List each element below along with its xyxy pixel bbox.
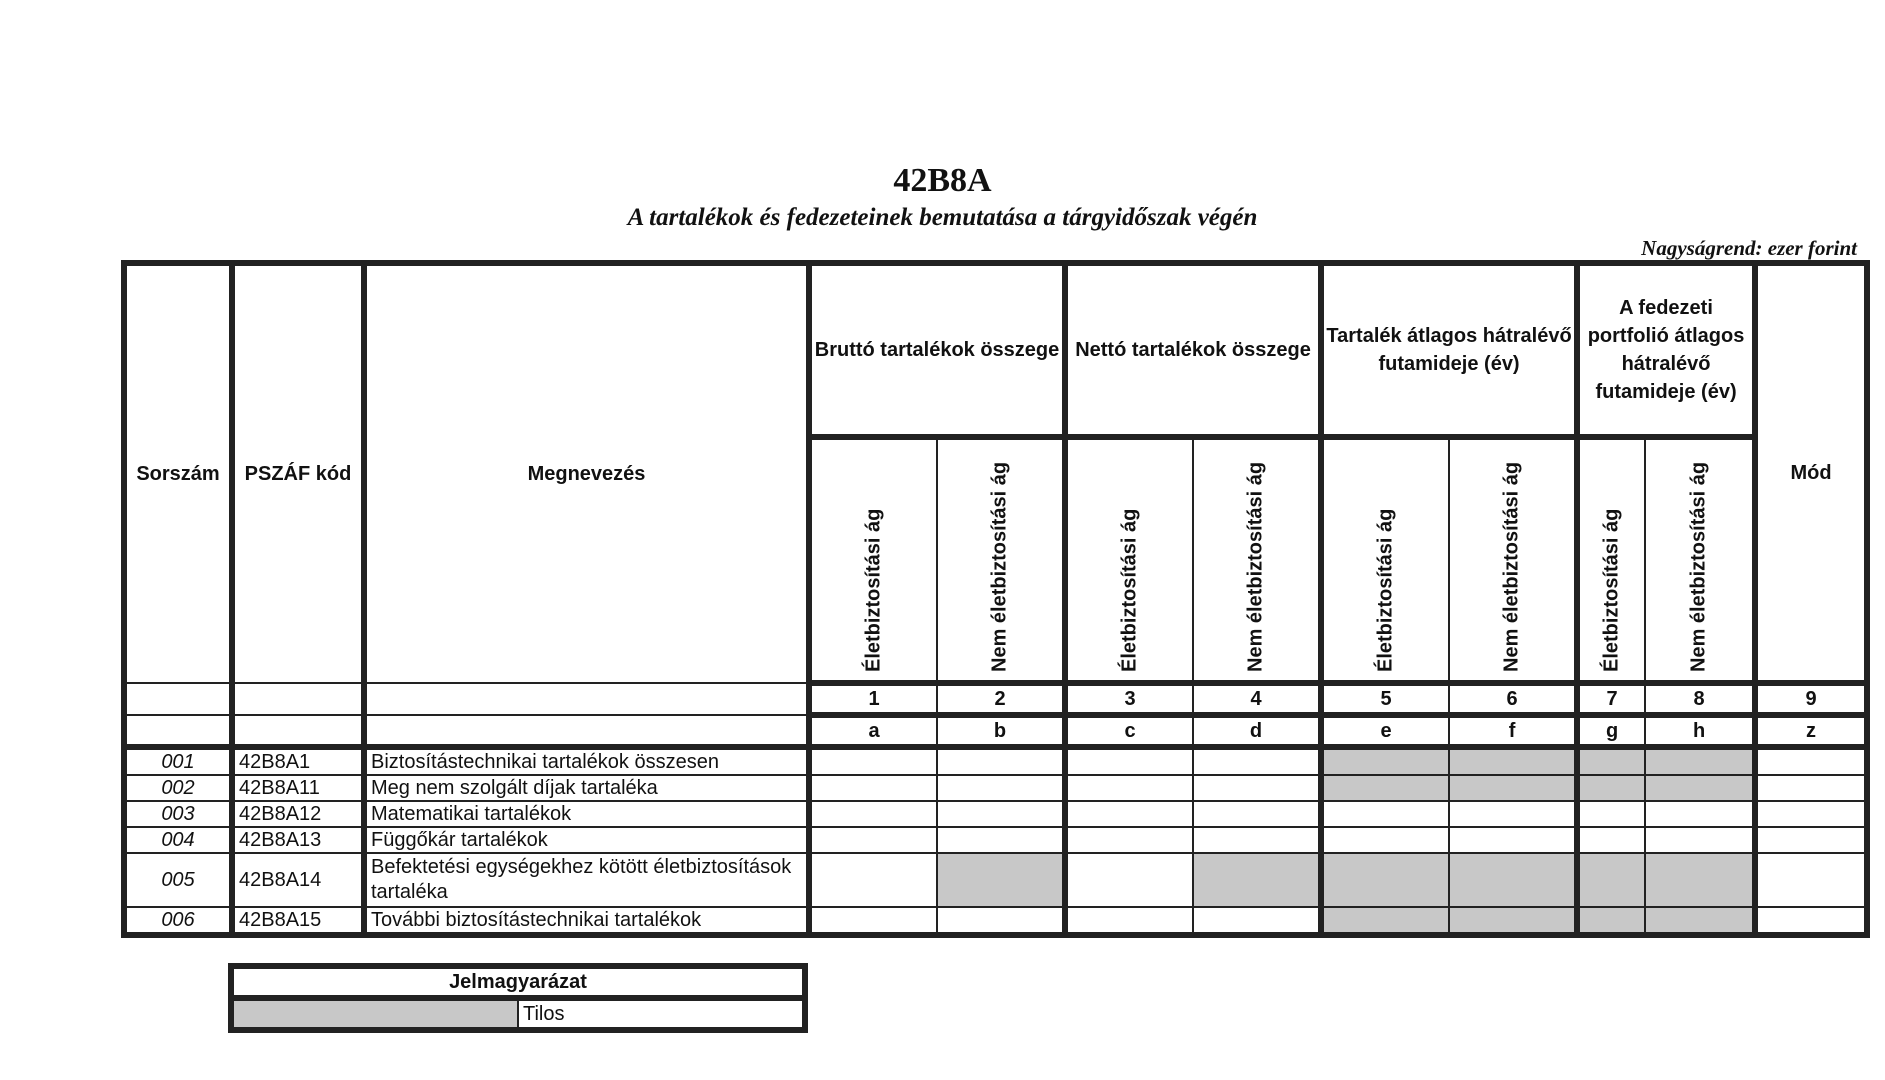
table-row <box>124 775 1867 801</box>
legend-title: Jelmagyarázat <box>231 966 805 998</box>
blank-cell <box>124 683 232 715</box>
value-cell[interactable] <box>1065 801 1193 827</box>
value-cell[interactable] <box>937 827 1065 853</box>
value-cell[interactable] <box>1755 801 1867 827</box>
col-letter: c <box>1065 715 1193 747</box>
header-group-tartalek-futamido: Tartalék átlagos hátralévő futamideje (év) <box>1321 263 1577 437</box>
row-megnevezes: Meg nem szolgált díjak tartaléka <box>364 775 809 801</box>
table-row <box>124 747 1867 775</box>
header-mod: Mód <box>1755 263 1867 683</box>
row-sorszam: 003 <box>124 801 232 827</box>
header-sorszam: Sorszám <box>124 263 232 683</box>
form-code-title: 42B8A <box>893 162 992 199</box>
value-cell[interactable] <box>937 747 1065 775</box>
legend-table <box>228 963 808 1033</box>
blank-cell <box>232 715 364 747</box>
value-cell[interactable] <box>1065 827 1193 853</box>
row-megnevezes: További biztosítástechnikai tartalékok <box>364 907 809 935</box>
forbidden-cell <box>1321 775 1449 801</box>
row-sorszam: 005 <box>124 853 232 907</box>
col-letter: d <box>1193 715 1321 747</box>
subheader-col-6: Nem életbiztosítási ág <box>1449 437 1577 683</box>
value-cell[interactable] <box>937 775 1065 801</box>
header-group-brutto: Bruttó tartalékok összege <box>809 263 1065 437</box>
header-group-netto: Nettó tartalékok összege <box>1065 263 1321 437</box>
value-cell[interactable] <box>1577 801 1645 827</box>
subheader-col-2: Nem életbiztosítási ág <box>937 437 1065 683</box>
unit-note: Nagyságrend: ezer forint <box>1641 236 1857 260</box>
header-megnevezes: Megnevezés <box>364 263 809 683</box>
subheader-col-7: Életbiztosítási ág <box>1577 437 1645 683</box>
table-row <box>124 827 1867 853</box>
value-cell[interactable] <box>1645 801 1755 827</box>
blank-cell <box>364 683 809 715</box>
value-cell[interactable] <box>1193 827 1321 853</box>
subheader-col-4: Nem életbiztosítási ág <box>1193 437 1321 683</box>
col-letter: h <box>1645 715 1755 747</box>
forbidden-cell <box>937 853 1065 907</box>
value-cell[interactable] <box>1193 747 1321 775</box>
col-number: 7 <box>1577 683 1645 715</box>
blank-cell <box>364 715 809 747</box>
col-number: 1 <box>809 683 937 715</box>
value-cell[interactable] <box>809 801 937 827</box>
value-cell[interactable] <box>1645 827 1755 853</box>
value-cell[interactable] <box>937 801 1065 827</box>
value-cell[interactable] <box>809 907 937 935</box>
forbidden-cell <box>1577 853 1645 907</box>
col-number: 8 <box>1645 683 1755 715</box>
blank-cell <box>232 683 364 715</box>
subheader-col-1: Életbiztosítási ág <box>809 437 937 683</box>
forbidden-cell <box>1449 747 1577 775</box>
form-subtitle: A tartalékok és fedezeteinek bemutatása a tárgyidőszak végén <box>627 204 1258 231</box>
value-cell[interactable] <box>1755 747 1867 775</box>
value-cell[interactable] <box>1755 853 1867 907</box>
value-cell[interactable] <box>809 827 937 853</box>
forbidden-cell <box>1321 853 1449 907</box>
row-megnevezes: Matematikai tartalékok <box>364 801 809 827</box>
row-sorszam: 002 <box>124 775 232 801</box>
table-row <box>124 853 1867 907</box>
blank-cell <box>124 715 232 747</box>
row-pszaf-kod: 42B8A11 <box>232 775 364 801</box>
value-cell[interactable] <box>1065 775 1193 801</box>
col-number: 6 <box>1449 683 1577 715</box>
value-cell[interactable] <box>1193 801 1321 827</box>
row-pszaf-kod: 42B8A12 <box>232 801 364 827</box>
value-cell[interactable] <box>1449 827 1577 853</box>
row-megnevezes: Biztosítástechnikai tartalékok összesen <box>364 747 809 775</box>
forbidden-cell <box>1645 853 1755 907</box>
table-row <box>124 801 1867 827</box>
forbidden-cell <box>1645 775 1755 801</box>
value-cell[interactable] <box>1065 747 1193 775</box>
value-cell[interactable] <box>1577 827 1645 853</box>
row-megnevezes: Befektetési egységekhez kötött életbiztosítások tartaléka <box>364 853 809 907</box>
value-cell[interactable] <box>1449 801 1577 827</box>
subheader-col-8: Nem életbiztosítási ág <box>1645 437 1755 683</box>
legend-gray-label: Tilos <box>518 998 805 1030</box>
value-cell[interactable] <box>809 747 937 775</box>
forbidden-cell <box>1577 907 1645 935</box>
value-cell[interactable] <box>809 775 937 801</box>
col-number: 3 <box>1065 683 1193 715</box>
header-pszaf-kod: PSZÁF kód <box>232 263 364 683</box>
reserves-table <box>121 260 1870 938</box>
row-pszaf-kod: 42B8A14 <box>232 853 364 907</box>
col-letter: g <box>1577 715 1645 747</box>
forbidden-cell <box>1449 775 1577 801</box>
forbidden-cell <box>1449 853 1577 907</box>
subheader-col-5: Életbiztosítási ág <box>1321 437 1449 683</box>
value-cell[interactable] <box>937 907 1065 935</box>
row-pszaf-kod: 42B8A13 <box>232 827 364 853</box>
value-cell[interactable] <box>1755 775 1867 801</box>
col-number: 9 <box>1755 683 1867 715</box>
value-cell[interactable] <box>1321 801 1449 827</box>
row-sorszam: 004 <box>124 827 232 853</box>
forbidden-cell <box>1645 747 1755 775</box>
value-cell[interactable] <box>1193 907 1321 935</box>
forbidden-cell <box>1449 907 1577 935</box>
forbidden-cell <box>1577 747 1645 775</box>
col-letter: f <box>1449 715 1577 747</box>
forbidden-cell <box>1577 775 1645 801</box>
header-group-fedezeti-futamido: A fedezeti portfolió átlagos hátralévő futamideje (év) <box>1577 263 1755 437</box>
forbidden-cell <box>1321 747 1449 775</box>
value-cell[interactable] <box>1065 853 1193 907</box>
value-cell[interactable] <box>809 853 937 907</box>
subheader-col-3: Életbiztosítási ág <box>1065 437 1193 683</box>
col-letter: z <box>1755 715 1867 747</box>
value-cell[interactable] <box>1065 907 1193 935</box>
col-number: 5 <box>1321 683 1449 715</box>
value-cell[interactable] <box>1321 827 1449 853</box>
row-sorszam: 001 <box>124 747 232 775</box>
forbidden-cell <box>1645 907 1755 935</box>
value-cell[interactable] <box>1755 827 1867 853</box>
table-row <box>124 907 1867 935</box>
col-number: 2 <box>937 683 1065 715</box>
row-sorszam: 006 <box>124 907 232 935</box>
row-megnevezes: Függőkár tartalékok <box>364 827 809 853</box>
forbidden-cell <box>1193 853 1321 907</box>
col-letter: e <box>1321 715 1449 747</box>
value-cell[interactable] <box>1193 775 1321 801</box>
col-letter: b <box>937 715 1065 747</box>
col-number: 4 <box>1193 683 1321 715</box>
value-cell[interactable] <box>1755 907 1867 935</box>
row-pszaf-kod: 42B8A15 <box>232 907 364 935</box>
col-letter: a <box>809 715 937 747</box>
row-pszaf-kod: 42B8A1 <box>232 747 364 775</box>
legend-gray-swatch <box>231 998 518 1030</box>
forbidden-cell <box>1321 907 1449 935</box>
